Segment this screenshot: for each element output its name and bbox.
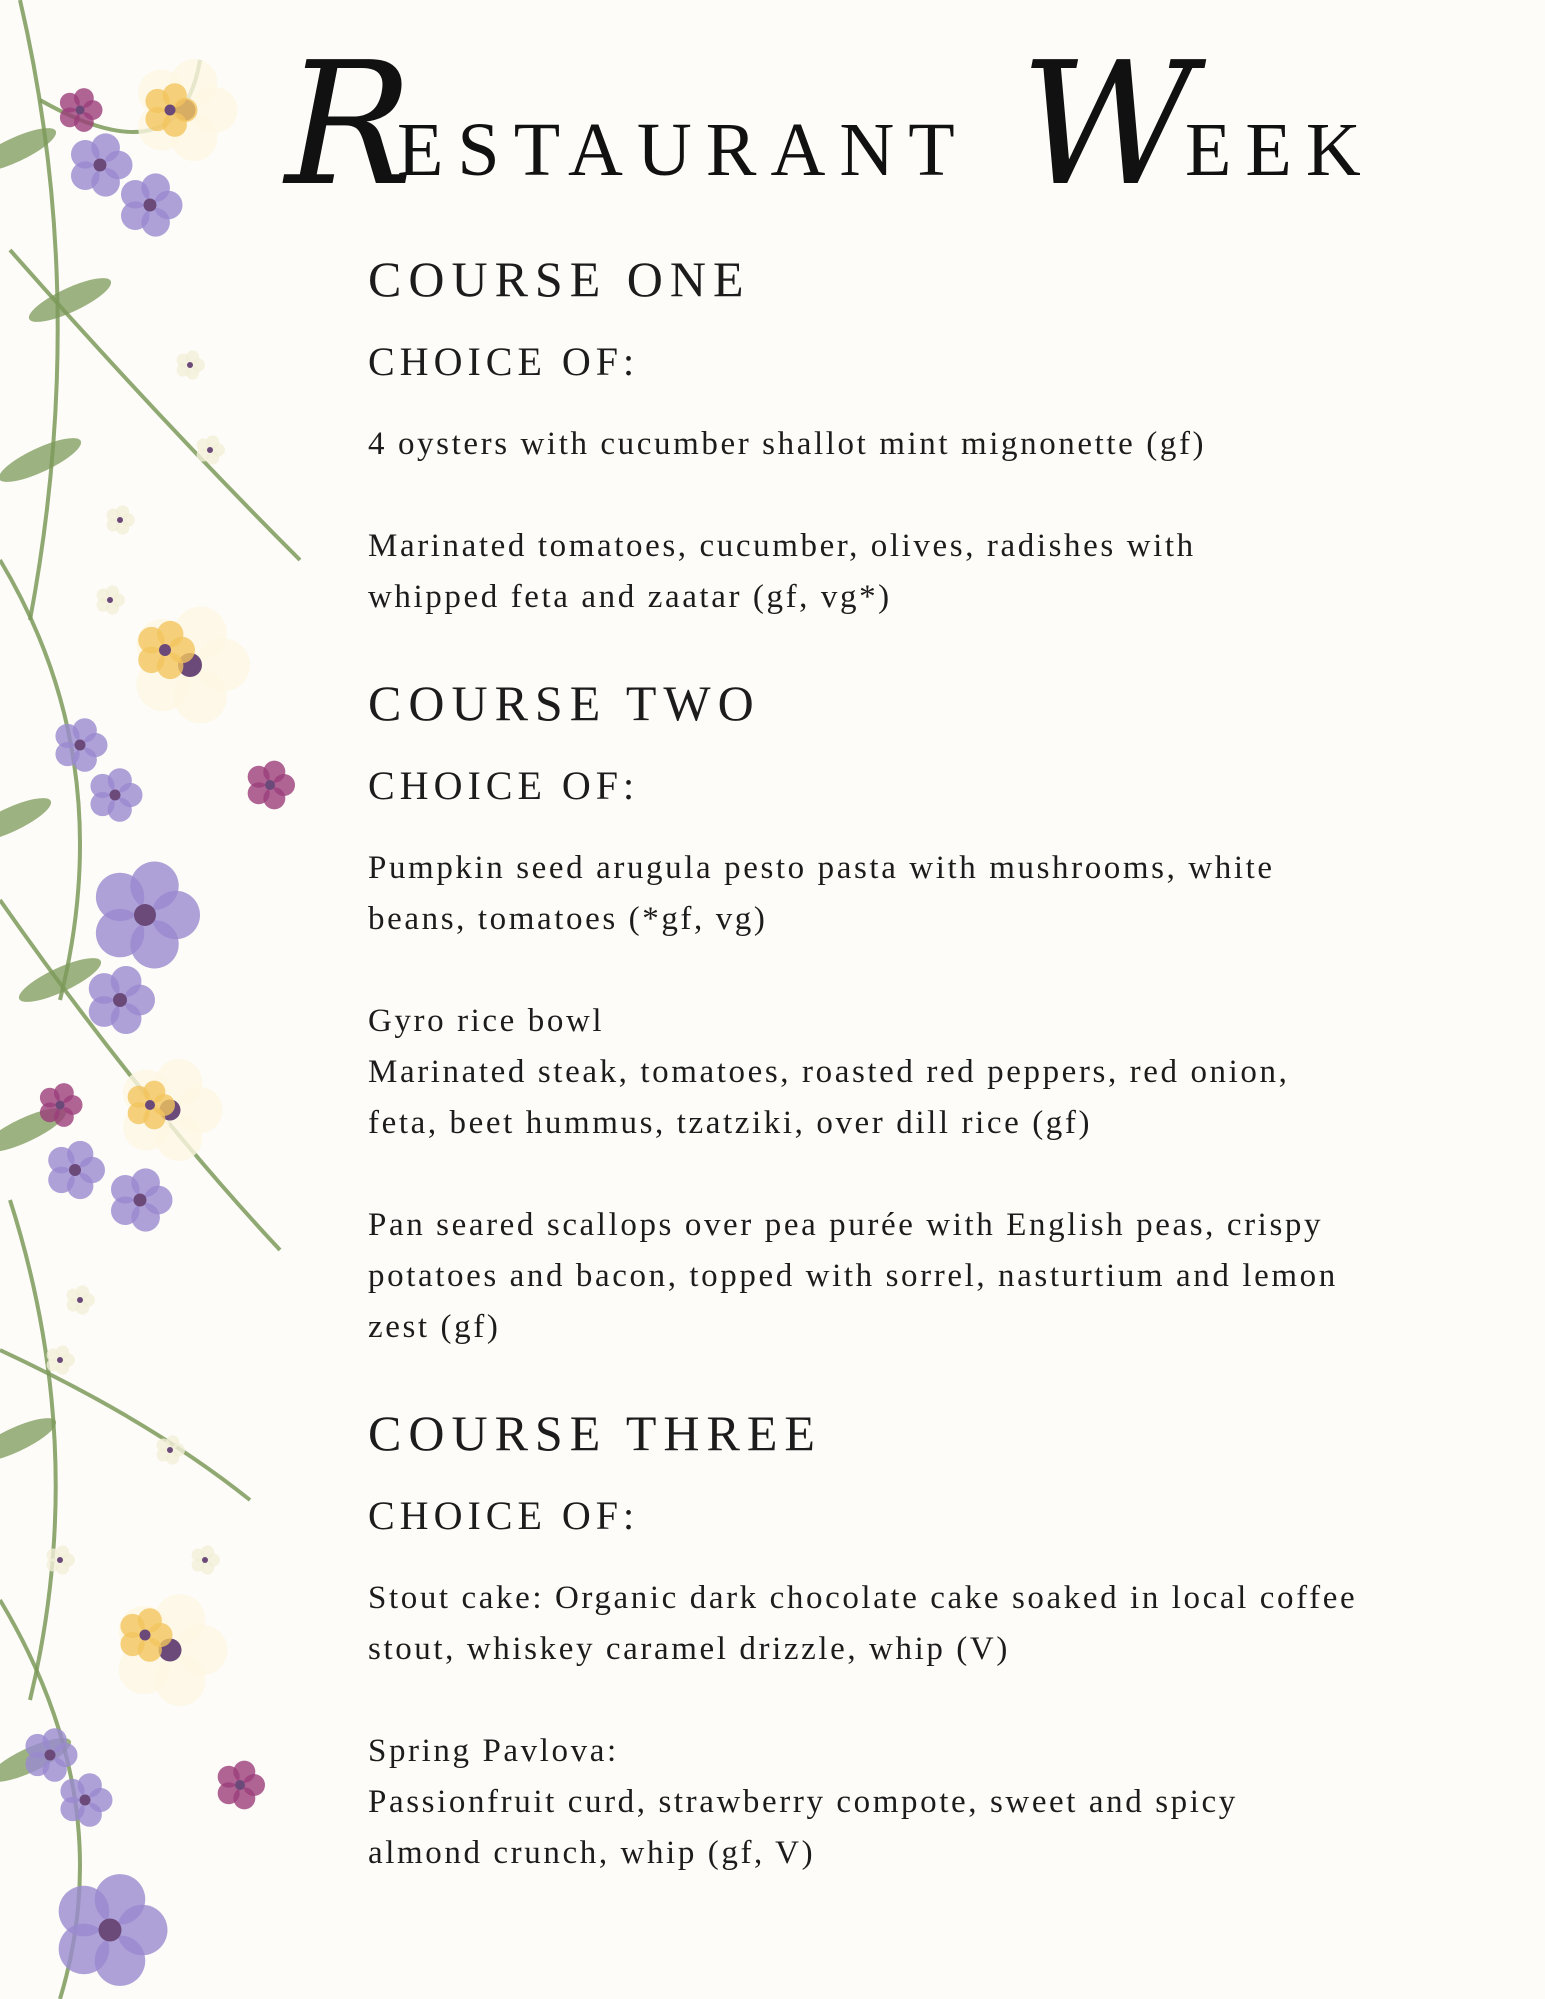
course-one-section [368,250,1478,623]
yellow-blossom-petal [143,1081,165,1103]
course-three-title: COURSE THREE [368,1405,822,1461]
purple-blossom-petal [78,1773,102,1797]
menu-item-line: potatoes and bacon, topped with sorrel, nasturtium and lemon [368,1258,1338,1294]
magenta-blossom-petal [74,88,94,108]
purple-blossom-center [144,199,157,212]
purple-blossom-petal [91,133,120,162]
course-one-choice-label: CHOICE OF: [368,339,640,384]
menu-item-line: Pan seared scallops over pea purée with English peas, crispy [368,1207,1324,1243]
purple-blossom-center [113,993,127,1007]
floral-border-illustration [0,0,330,1999]
small-white-flower-petal [116,505,129,518]
menu-item-line: feta, beet hummus, tzatziki, over dill rice (gf) [368,1105,1093,1141]
menu-item-marinated-tomatoes [368,521,1478,623]
menu-item-stout-cake [368,1573,1478,1675]
title-initial-w: W [1020,26,1195,224]
magenta-blossom-center [265,780,275,790]
magenta-blossom-center [235,1780,245,1790]
purple-blossom-center [134,904,156,926]
menu-item-line: Gyro rice bowl [368,1003,605,1039]
menu-item-line: zest (gf) [368,1309,501,1345]
yellow-blossom-petal [138,1608,162,1632]
title-word-estaurant: ESTAURANT [397,108,969,192]
purple-blossom-center [134,1194,147,1207]
purple-blossom-petal [141,173,170,202]
purple-blossom-center [94,159,107,172]
menu-item-line: almond crunch, whip (gf, V) [368,1835,816,1871]
title-initial-r: R [285,26,413,224]
purple-blossom-center [110,790,121,801]
menu-item-line: Spring Pavlova: [368,1733,619,1769]
menu-item-line: whipped feta and zaatar (gf, vg*) [368,579,892,615]
purple-blossom-petal [131,1168,160,1197]
small-white-flower-center [187,362,193,368]
small-white-flower-petal [56,1345,69,1358]
purple-blossom-center [69,1164,81,1176]
course-two-section [368,674,1478,1353]
magenta-blossom-petal [233,1761,255,1783]
course-one-title: COURSE ONE [368,251,751,307]
menu-item-oysters [368,419,1478,470]
small-white-flower-center [167,1447,173,1453]
small-white-flower-center [107,597,113,603]
menu-item-line: stout, whiskey caramel drizzle, whip (V) [368,1631,1010,1667]
small-white-flower-center [57,1557,63,1563]
leaf [0,1410,61,1470]
yellow-blossom-center [165,105,176,116]
flower-stem [0,560,80,1000]
purple-blossom-center [99,1919,122,1942]
menu-item-scallops [368,1200,1478,1353]
magenta-blossom-petal [263,761,285,783]
course-three-choice-label: CHOICE OF: [368,1493,640,1538]
course-two-choice-label: CHOICE OF: [368,763,640,808]
small-white-flower-petal [56,1545,69,1558]
menu-item-line: Pumpkin seed arugula pesto pasta with mushrooms, white [368,850,1275,886]
yellow-blossom-petal [163,83,187,107]
menu-title [285,26,1385,224]
magenta-blossom-center [56,1101,65,1110]
menu-item-line: Passionfruit curd, strawberry compote, sweet and spicy [368,1784,1238,1820]
purple-blossom-petal [67,1141,93,1167]
small-white-flower-petal [206,435,219,448]
small-white-flower-center [117,517,123,523]
small-white-flower-center [202,1557,208,1563]
yellow-blossom-center [159,644,171,656]
course-three-section [368,1404,1478,1879]
leaf [0,790,56,850]
small-white-flower-petal [201,1545,214,1558]
small-white-flower-center [207,447,213,453]
course-two-title: COURSE TWO [368,675,761,731]
small-white-flower-petal [106,585,119,598]
small-white-flower-center [77,1297,83,1303]
title-word-eek: EEK [1185,108,1375,192]
purple-blossom-center [80,1795,91,1806]
small-white-flower-petal [76,1285,89,1298]
magenta-blossom-petal [54,1083,74,1103]
small-white-flower-center [57,1357,63,1363]
purple-blossom-petal [108,768,132,792]
menu-item-line: Marinated tomatoes, cucumber, olives, radishes with [368,528,1196,564]
menu-item-line: Stout cake: Organic dark chocolate cake soaked in local coffee [368,1580,1358,1616]
leaf [0,120,61,180]
small-white-flower-petal [166,1435,179,1448]
menu-item-spring-pavlova [368,1726,1478,1879]
purple-blossom-center [75,740,86,751]
purple-blossom-petal [43,1728,67,1752]
yellow-blossom-center [145,1100,155,1110]
menu-content [368,250,1478,1930]
leaf [0,430,86,490]
menu-item-line: beans, tomatoes (*gf, vg) [368,901,768,937]
purple-blossom-petal [111,966,142,997]
purple-blossom-petal [73,718,97,742]
menu-item-gyro-rice-bowl [368,996,1478,1149]
magenta-blossom-center [76,106,85,115]
purple-blossom-petal [95,1874,146,1925]
menu-item-line: Marinated steak, tomatoes, roasted red peppers, red onion, [368,1054,1290,1090]
small-white-flower-petal [186,350,199,363]
yellow-blossom-petal [157,621,183,647]
purple-blossom-center [45,1750,56,1761]
yellow-blossom-center [140,1630,151,1641]
purple-blossom-petal [130,862,178,910]
menu-item-pesto-pasta [368,843,1478,945]
menu-item-line: 4 oysters with cucumber shallot mint mignonette (gf) [368,426,1207,462]
